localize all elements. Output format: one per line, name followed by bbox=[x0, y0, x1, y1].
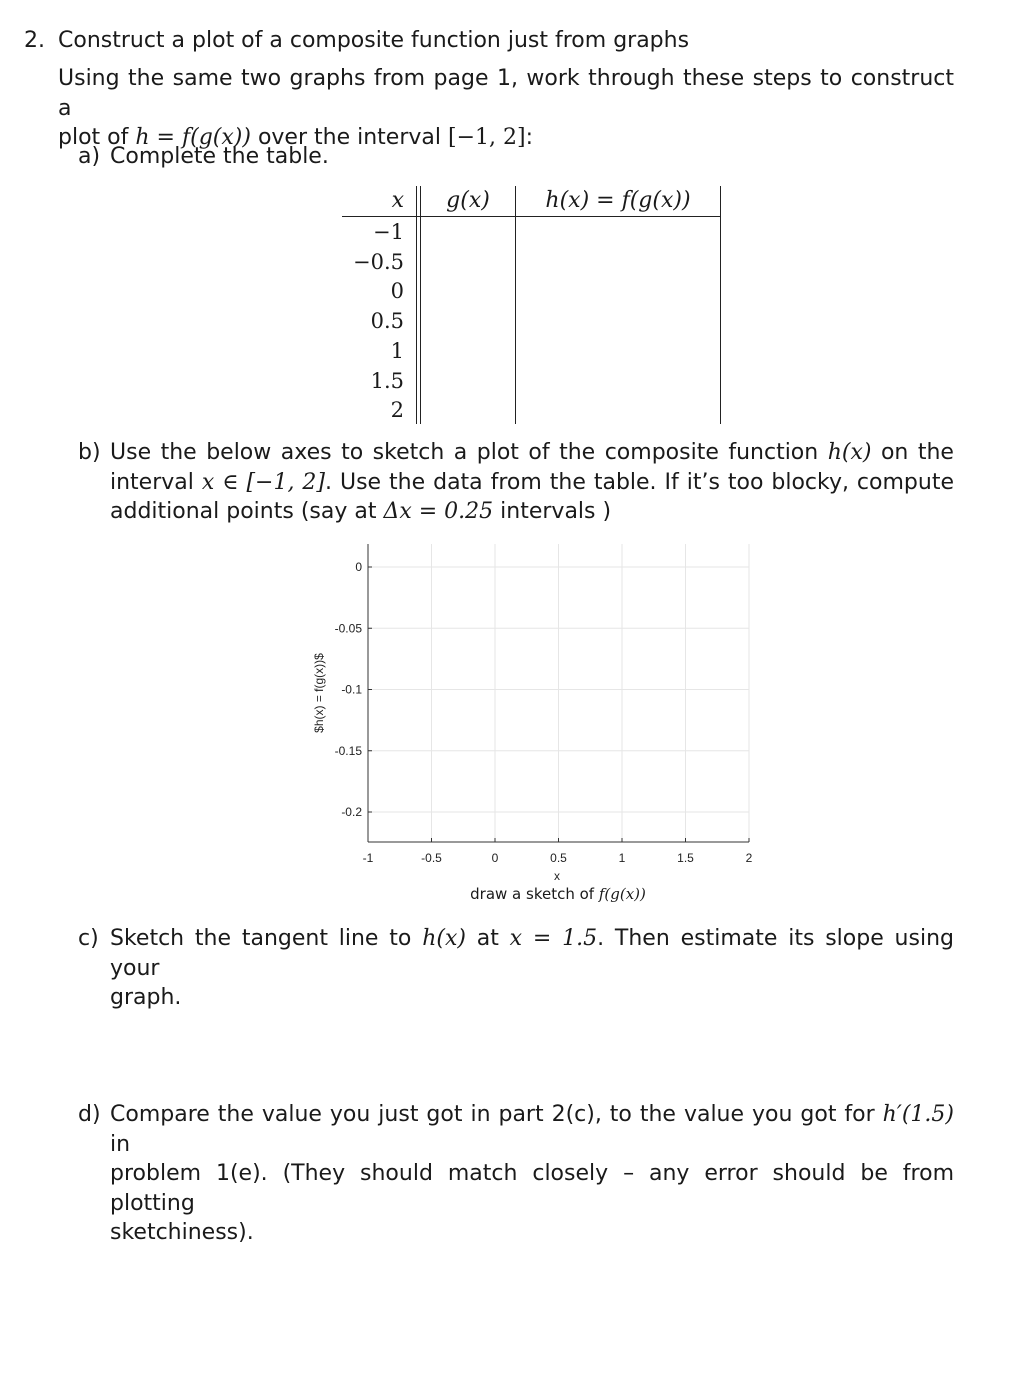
math-fgx: f(g(x)) bbox=[181, 125, 251, 150]
intro-colon: : bbox=[525, 125, 533, 150]
x-tick-label: 1.5 bbox=[677, 851, 694, 865]
sketch-axes-chart[interactable] bbox=[300, 535, 770, 880]
part-b-interval-label: interval bbox=[110, 469, 194, 495]
part-b-line3 bbox=[110, 497, 954, 527]
y-axis-label: $h(x) = f(g(x))$ bbox=[312, 653, 326, 733]
part-c-text bbox=[110, 924, 954, 1013]
x-tick-label: 0 bbox=[491, 851, 499, 865]
part-b-text-post: on the bbox=[880, 440, 954, 465]
y-tick-label: -0.1 bbox=[341, 682, 362, 697]
y-tick-label: 0 bbox=[355, 560, 362, 574]
part-c-line1 bbox=[110, 924, 954, 983]
part-d-text bbox=[110, 1100, 954, 1248]
header-hx: h(x) = f(g(x)) bbox=[545, 188, 691, 213]
math-hx: h(x) bbox=[422, 926, 466, 951]
x-tick-label: 1 bbox=[618, 851, 626, 865]
part-b-text-end: intervals ) bbox=[500, 499, 612, 524]
intro-line1: Using the same two graphs from page 1, work through these steps to construct a bbox=[58, 66, 954, 121]
part-b-text-mid: . Use the data from the table. If it’s too blocky, compute bbox=[325, 469, 954, 495]
intro-text: plot of bbox=[58, 125, 129, 150]
math-h-prime: h′(1.5) bbox=[882, 1102, 954, 1127]
math-x-eq: x = 1.5 bbox=[509, 926, 598, 951]
header-x: x bbox=[391, 188, 404, 213]
math-eq: = bbox=[156, 125, 175, 150]
part-c-at: at bbox=[476, 926, 499, 951]
header-gx: g(x) bbox=[446, 188, 490, 213]
part-d-label: d) bbox=[78, 1102, 101, 1127]
table-row: 0 bbox=[390, 279, 404, 304]
x-tick-label: 2 bbox=[745, 851, 753, 865]
x-tick-label: 0.5 bbox=[550, 851, 567, 865]
part-b-text-pre: Use the below axes to sketch a plot of the composite function bbox=[110, 440, 819, 465]
table-row: 1 bbox=[390, 338, 404, 363]
part-d-text-pre: Compare the value you just got in part 2(c), to the value you got for bbox=[110, 1102, 875, 1127]
math-h: h bbox=[135, 125, 150, 150]
x-axis-label: x bbox=[554, 869, 560, 883]
part-c-line2: graph. bbox=[110, 985, 182, 1010]
chart-caption bbox=[300, 885, 816, 903]
tick-labels bbox=[335, 560, 753, 865]
part-d-line3: sketchiness). bbox=[110, 1220, 254, 1245]
part-c-text-post: . Then estimate its slope using your bbox=[110, 926, 954, 981]
part-a-text: Complete the table. bbox=[110, 144, 329, 169]
part-b-label: b) bbox=[78, 440, 101, 465]
intro-text-mid: over the interval bbox=[257, 125, 441, 150]
caption-math: f(g(x)) bbox=[598, 885, 646, 903]
table-row: −1 bbox=[373, 220, 404, 244]
x-tick-label: -1 bbox=[362, 851, 374, 865]
part-c-label: c) bbox=[78, 926, 99, 951]
y-tick-label: -0.15 bbox=[334, 743, 362, 758]
part-a-label: a) bbox=[78, 144, 101, 169]
part-c-text-pre: Sketch the tangent line to bbox=[110, 926, 412, 951]
part-d-line2: problem 1(e). (They should match closely – any error should be from plotting bbox=[110, 1161, 954, 1216]
table-row: 1.5 bbox=[370, 368, 404, 393]
part-b-line1 bbox=[110, 438, 954, 468]
math-hx: h(x) bbox=[827, 440, 872, 465]
math-interval: [−1, 2] bbox=[447, 125, 526, 150]
x-tick-label: -0.5 bbox=[421, 851, 442, 865]
y-tick-label: -0.05 bbox=[334, 621, 362, 636]
problem-number: 2. bbox=[24, 28, 45, 53]
caption-text: draw a sketch of bbox=[470, 885, 595, 903]
y-tick-label: -0.2 bbox=[341, 805, 362, 819]
intro-paragraph bbox=[58, 64, 954, 153]
part-b-text bbox=[110, 438, 954, 527]
value-table bbox=[342, 186, 722, 424]
part-d-line1 bbox=[110, 1100, 954, 1159]
part-d-text-post: in bbox=[110, 1131, 131, 1157]
math-x-in-interval: x ∈ [−1, 2] bbox=[201, 469, 326, 495]
part-b-text-line3: additional points (say at bbox=[110, 499, 377, 524]
grid-lines bbox=[368, 544, 749, 842]
problem-title: Construct a plot of a composite function just from graphs bbox=[58, 28, 690, 53]
part-b-line2 bbox=[110, 468, 954, 498]
x-column bbox=[342, 218, 404, 426]
math-dx: Δx = 0.25 bbox=[383, 499, 494, 524]
table-row: 2 bbox=[390, 398, 404, 423]
table-row: 0.5 bbox=[370, 309, 404, 334]
table-row: −0.5 bbox=[353, 249, 404, 274]
